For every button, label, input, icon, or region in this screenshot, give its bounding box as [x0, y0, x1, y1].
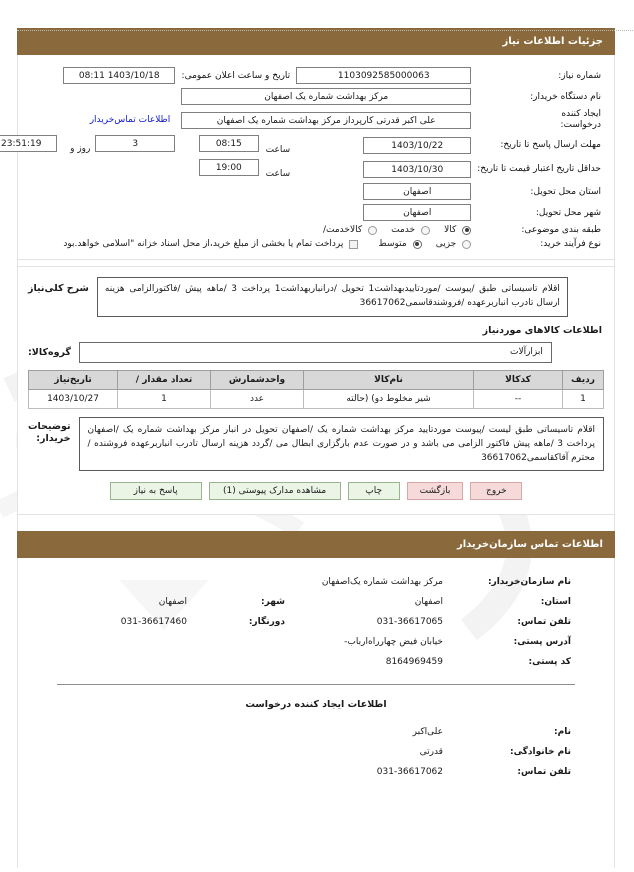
contact-postal-spacer2 — [58, 652, 192, 672]
creator-first-name-label: نام: — [555, 727, 572, 737]
goods-table-head — [30, 371, 605, 390]
creator-phone-label: تلفن تماس: — [518, 767, 572, 777]
row-province — [0, 181, 605, 202]
goods-table-header-row — [30, 371, 605, 390]
table-row — [30, 390, 605, 409]
contact-header: اطلاعات تماس سازمان‌خریدار — [18, 531, 616, 558]
creator-row-first-name — [58, 722, 576, 742]
contact-fax-label: دورنگار: — [249, 617, 286, 627]
checkbox-treasury-bonds[interactable] — [350, 240, 359, 249]
contact-phone-value: 031-36617065 — [377, 617, 444, 627]
city-label: شهر محل تحویل: — [536, 207, 602, 218]
radio-category-goods[interactable] — [463, 226, 472, 235]
col-date: تاریخ‌نیاز — [30, 371, 119, 390]
contact-row-location — [58, 592, 576, 612]
creator-info-title: اطلاعات ایجاد کننده درخواست — [246, 699, 388, 710]
creator-first-name-value: علی‌اکبر — [413, 727, 444, 737]
view-attachments-button[interactable]: مشاهده مدارک پیوستی (1) — [210, 482, 342, 500]
buyer-notes-label — [29, 417, 72, 445]
creator-last-name-label: نام خانوادگی: — [510, 747, 572, 757]
contact-row-postal — [58, 652, 576, 672]
contact-fax-value: 031-36617460 — [121, 617, 188, 627]
summary-text: اقلام تاسیساتی طبق /پیوست /موردتاییدبهداشت1 تحویل /درانباربهداشت1 پرداخت 3 /ماهه پیش /فاکتورالزامی هزینه ارسال تادرب انباربرعهده /فروشندقاسمی36617062 — [98, 277, 569, 317]
creator-cell — [179, 107, 475, 133]
row-need-number — [0, 65, 605, 86]
cell-name: شیر مخلوط دو) (حالته — [305, 390, 475, 409]
col-unit: واحدشمارش — [212, 371, 305, 390]
creator-label-line2: درخواست: — [561, 120, 602, 130]
deadline-time-label: ساعت — [266, 145, 292, 155]
province-cell — [294, 181, 475, 202]
validity-time-value[interactable]: 19:00 — [200, 159, 260, 176]
col-name: نام‌کالا — [305, 371, 475, 390]
city-value[interactable]: اصفهان — [364, 204, 472, 221]
category-radio-group — [0, 225, 472, 235]
contact-row-org — [58, 572, 576, 592]
process-label: نوع فرآیند خرید: — [541, 239, 602, 249]
row1-spacer — [0, 65, 61, 86]
buyer-notes-row — [29, 417, 605, 471]
province-value[interactable]: اصفهان — [364, 183, 472, 200]
cell-row: 1 — [564, 390, 605, 409]
announce-label: تاریخ و ساعت اعلان عمومی: — [182, 70, 292, 81]
row-validity — [0, 157, 605, 181]
row6-spacer2 — [61, 181, 179, 202]
row6-spacer3 — [0, 181, 61, 202]
print-button[interactable]: چاپ — [349, 482, 401, 500]
days-unit-label: روز و — [71, 144, 92, 154]
contact-divider — [58, 684, 576, 685]
back-button[interactable]: بازگشت — [408, 482, 465, 500]
deadline-time-cell — [179, 133, 294, 157]
goods-group-value[interactable]: ابزارآلات — [80, 342, 553, 363]
process-radio-group — [0, 239, 472, 249]
contact-org-label: نام سازمان‌خریدار: — [488, 577, 572, 587]
days-value[interactable]: 3 — [96, 135, 176, 152]
section-spacer — [18, 515, 616, 531]
need-details-form — [0, 65, 605, 251]
contact-org-value: مرکز بهداشت شماره یک‌اصفهان — [322, 577, 444, 587]
creator-row1-spacer — [58, 722, 290, 742]
contact-province-label: استان: — [541, 597, 572, 607]
deadline-label: مهلت ارسال پاسخ تا تاریخ: — [501, 139, 602, 150]
goods-table — [29, 370, 605, 409]
category-option-1-label: خدمت — [392, 225, 417, 235]
exit-button[interactable]: خروج — [471, 482, 523, 500]
org-label: نام دستگاه خریدار: — [531, 91, 602, 102]
announce-value[interactable]: 1403/10/18 08:11 — [64, 67, 176, 84]
process-option-0-label: جزیی — [436, 239, 458, 249]
top-dotted-divider — [18, 30, 634, 32]
action-button-row — [29, 482, 605, 500]
row-category — [0, 223, 605, 237]
radio-process-minor[interactable] — [463, 240, 472, 249]
contact-row-phone — [58, 612, 576, 632]
contact-postal-label: کد پستی: — [529, 657, 572, 667]
contact-link-cell — [0, 107, 179, 133]
province-label: استان محل تحویل: — [531, 186, 602, 197]
row5-spacer2 — [0, 157, 61, 181]
row7-spacer3 — [0, 202, 61, 223]
goods-group-label: گروه‌کالا: — [29, 347, 72, 358]
row7-spacer1 — [179, 202, 294, 223]
row-process — [0, 237, 605, 251]
category-label: طبقه بندی موضوعی: — [522, 225, 602, 235]
category-option-0-label: کالا — [445, 225, 458, 235]
page-container — [2, 28, 616, 854]
need-number-label: شماره نیاز: — [559, 70, 602, 81]
creator-info-table — [58, 722, 576, 782]
creator-row-last-name — [58, 742, 576, 762]
col-qty: تعداد مقدار / — [119, 371, 212, 390]
cell-code: -- — [475, 390, 564, 409]
creator-row3-spacer — [58, 762, 290, 782]
creator-value[interactable]: علی اکبر قدرتی کارپرداز مرکز بهداشت شماره یک اصفهان — [182, 112, 472, 129]
contact-phone-label: تلفن تماس: — [518, 617, 572, 627]
days-cell — [61, 133, 179, 157]
goods-table-body — [30, 390, 605, 409]
goods-panel — [18, 266, 616, 515]
summary-row — [29, 277, 605, 317]
cell-date: 1403/10/27 — [30, 390, 119, 409]
contact-province-value: اصفهان — [415, 597, 444, 607]
org-value[interactable]: مرکز بهداشت شماره یک اصفهان — [182, 88, 472, 105]
process-option-1-label: متوسط — [379, 239, 408, 249]
validity-date-cell — [294, 157, 475, 181]
row2-spacer2 — [0, 86, 61, 107]
creator-row-phone — [58, 762, 576, 782]
contact-postal-spacer1 — [192, 652, 290, 672]
row-creator — [0, 107, 605, 133]
goods-section-title: اطلاعات کالاهای موردنیاز — [483, 325, 603, 336]
city-cell — [294, 202, 475, 223]
need-number-cell — [294, 65, 475, 86]
deadline-date-value[interactable]: 1403/10/22 — [364, 137, 472, 154]
contact-table — [58, 572, 576, 672]
row7-spacer2 — [61, 202, 179, 223]
contact-city-value: اصفهان — [159, 597, 188, 607]
validity-date-value[interactable]: 1403/10/30 — [364, 161, 472, 178]
deadline-time-value[interactable]: 08:15 — [200, 135, 260, 152]
creator-last-name-value: قدرتی — [420, 747, 444, 757]
creator-label-line1: ایجاد کننده — [562, 109, 602, 119]
goods-group-row — [29, 342, 605, 363]
col-code: کدکالا — [475, 371, 564, 390]
contact-address-label: آدرس پستی: — [514, 637, 572, 647]
process-options-cell — [0, 237, 475, 251]
contact-city-label: شهر: — [262, 597, 286, 607]
cell-unit: عدد — [212, 390, 305, 409]
radio-process-medium[interactable] — [414, 240, 423, 249]
buyer-contact-link[interactable]: اطلاعات تماس‌خریدار — [90, 115, 172, 125]
need-details-panel — [2, 55, 616, 260]
contact-address-spacer1 — [192, 632, 290, 652]
contact-address-value: خیابان فیض چهارراه‌ارباب- — [345, 637, 444, 647]
remaining-value: 23:51:19 — [0, 135, 58, 152]
buyer-notes-label-line2: خریدار: — [37, 433, 72, 444]
creator-row2-spacer — [58, 742, 290, 762]
row-city — [0, 202, 605, 223]
col-row: ردیف — [564, 371, 605, 390]
row5-spacer1 — [61, 157, 179, 181]
contact-panel — [18, 558, 616, 788]
row6-spacer1 — [179, 181, 294, 202]
row2-spacer1 — [61, 86, 179, 107]
category-options-cell — [0, 223, 475, 237]
contact-postal-value: 8164969459 — [386, 657, 444, 667]
need-details-header: جزئیات اطلاعات نیاز — [18, 28, 616, 55]
org-cell — [179, 86, 475, 107]
contact-address-spacer2 — [58, 632, 192, 652]
buyer-notes-text: اقلام تاسیساتی طبق لیست /پیوست موردتایید مرکز بهداشت شماره یک /اصفهان تحویل در انبار مرکز بهداشت شماره یک /اصفهان پرداخت 3 /ماهه پیش فاکتور الزامی می باشد و در صورت عدم بارگزاری ابطال می /گردد هزینه ارسال تادرب انباربرعهده فروشنده /محترم آقاکقاسمی36617062 — [80, 417, 605, 471]
respond-to-need-button[interactable]: پاسخ به نیاز — [111, 482, 203, 500]
summary-label: شرح کلی‌نیاز — [29, 283, 90, 294]
creator-label — [475, 107, 605, 133]
validity-time-label: ساعت — [266, 169, 292, 179]
contact-row-address — [58, 632, 576, 652]
treasury-checkbox-label: پرداخت تمام یا بخشی از مبلغ خرید،از محل اسناد خزانه "اسلامی خواهد.بود — [64, 239, 345, 249]
need-number-value[interactable]: 1103092585000063 — [297, 67, 472, 84]
validity-time-cell — [179, 157, 294, 181]
announce-cell — [61, 65, 179, 86]
radio-category-service[interactable] — [422, 226, 431, 235]
row-org — [0, 86, 605, 107]
category-option-2-label: کالا‌خدمت/ — [323, 225, 364, 235]
buyer-notes-label-line1: توضیحات — [29, 421, 72, 432]
cell-qty: 1 — [119, 390, 212, 409]
deadline-date-cell — [294, 133, 475, 157]
radio-category-goods-service[interactable] — [369, 226, 378, 235]
validity-label: حداقل تاریخ اعتبار قیمت تا تاریخ: — [478, 163, 602, 174]
row-deadline — [0, 133, 605, 157]
remaining-cell — [0, 133, 61, 157]
creator-phone-value: 031-36617062 — [377, 767, 444, 777]
